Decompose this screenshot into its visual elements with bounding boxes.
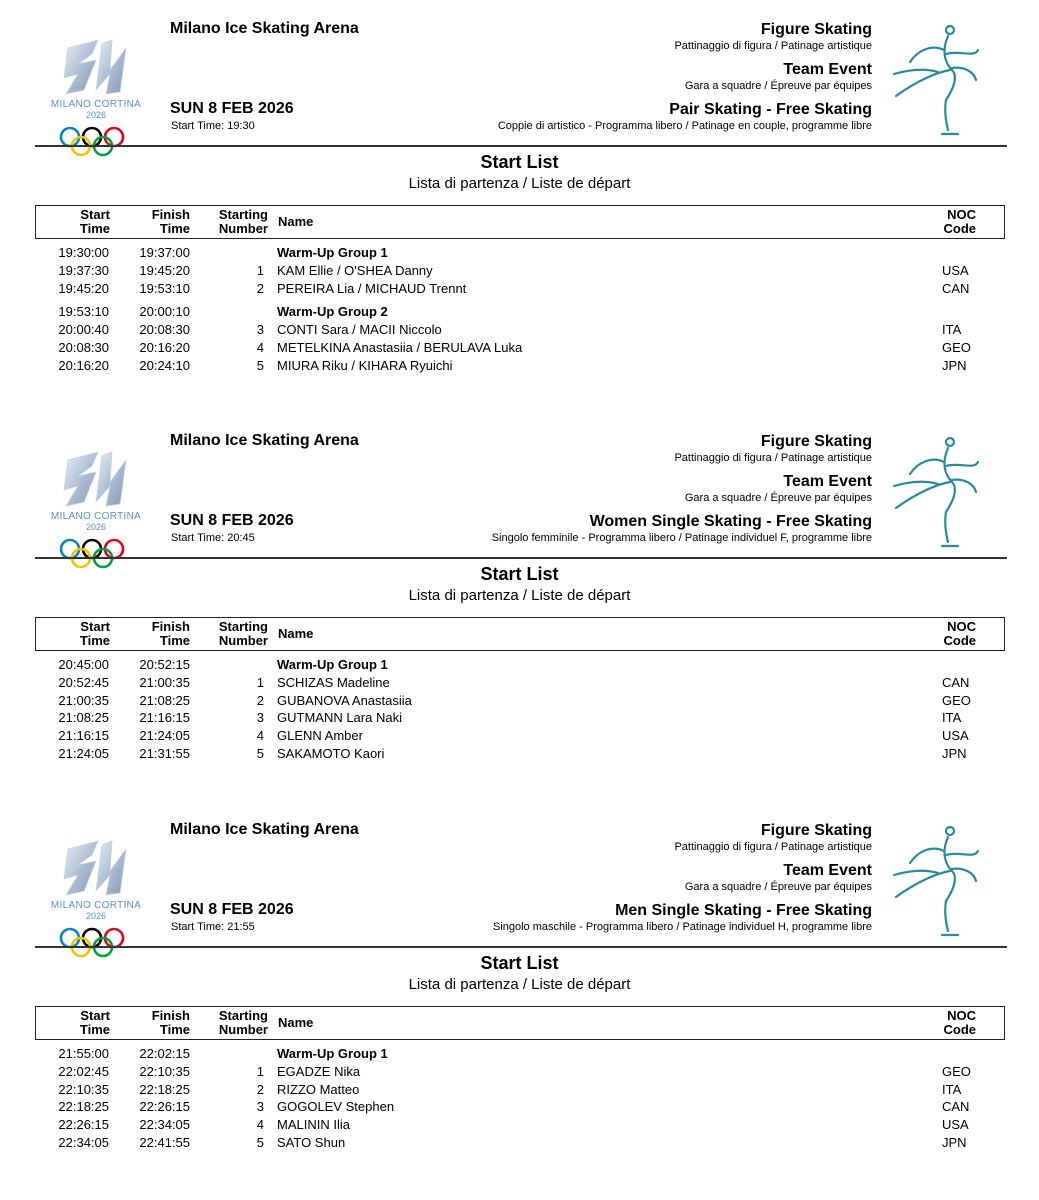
noc-code-cell: USA [942,262,969,278]
noc-code-cell: USA [942,728,969,744]
col-noc-code: NOC Code [943,619,976,648]
start-list-subtitle: Lista di partenza / Liste de départ [408,175,631,192]
olympic-rings-icon [61,128,123,155]
event-date: SUN 8 FEB 2026 [170,100,294,117]
event-subtitle: Gara a squadre / Épreuve par équipes [684,881,872,893]
olympic-rings-icon [61,929,123,956]
name-cell: GOGOLEV Stephen [277,1099,395,1115]
noc-code-cell: ITA [942,710,962,726]
start-time-cell: 19:30:00 [58,245,109,260]
col-start-time: Start Time [79,1008,110,1037]
table-row [0,1064,1039,1082]
start-time-cell: 19:45:20 [58,280,109,296]
name-cell: MALININ Ilia [277,1117,350,1133]
col-finish-time: Finish Time [151,1008,190,1037]
finish-time-cell: 21:16:15 [139,710,190,726]
table-row [0,728,1039,746]
table-row [0,263,1039,281]
noc-code-cell: GEO [942,339,971,355]
logo-wordmark: MILANO CORTINA [50,511,142,522]
name-cell: RIZZO Matteo [277,1081,360,1097]
starting-number-cell: 2 [256,692,264,708]
noc-code-cell: CAN [942,674,970,690]
venue-name: Milano Ice Skating Arena [170,432,359,449]
starting-number-cell: 3 [256,710,264,726]
event-description [498,20,872,140]
figure-skater-pictogram-icon [888,422,983,552]
segment-title: Men Single Skating - Free Skating [615,902,872,919]
logo-year: 2026 [85,522,107,532]
finish-time-cell: 20:52:15 [139,657,190,672]
table-row [0,1099,1039,1117]
venue-name: Milano Ice Skating Arena [170,821,359,838]
name-cell: PEREIRA Lia / MICHAUD Trennt [277,280,467,296]
name-cell: Warm-Up Group 1 [277,245,388,260]
name-cell: Warm-Up Group 1 [277,657,388,672]
starting-number-cell: 1 [256,1063,264,1079]
col-start-time: Start Time [79,207,110,236]
event-description [492,432,872,552]
finish-time-cell: 22:34:05 [139,1117,190,1133]
table-row [0,358,1039,376]
finish-time-cell: 21:00:35 [139,674,190,690]
starting-number-cell: 3 [256,322,264,338]
noc-code-cell: CAN [942,280,970,296]
segment-subtitle: Singolo femminile - Programma libero / Patinage individuel F, programme libre [491,532,872,544]
event-date: SUN 8 FEB 2026 [170,901,294,918]
warm-up-group-row [0,245,1039,263]
name-cell: GUTMANN Lara Naki [277,710,402,726]
name-cell: EGADZE Nika [277,1063,361,1079]
warm-up-group-row [0,657,1039,675]
finish-time-cell: 21:24:05 [139,728,190,744]
name-cell: METELKINA Anastasiia / BERULAVA Luka [277,339,523,355]
milano-cortina-2026-logo [40,831,158,959]
discipline-subtitle: Pattinaggio di figura / Patinage artistique [674,841,872,853]
venue-name: Milano Ice Skating Arena [170,20,359,37]
finish-time-cell: 20:00:10 [139,304,190,320]
header-divider [35,946,1007,948]
warm-up-group-row [0,304,1039,322]
start-time-cell: 21:00:35 [58,692,109,708]
event-description [493,821,872,941]
name-cell: Warm-Up Group 1 [277,1046,388,1061]
start-time-cell: 20:00:40 [58,322,109,338]
start-time-cell: 20:16:20 [58,357,109,373]
table-row [0,340,1039,358]
event-subtitle: Gara a squadre / Épreuve par équipes [684,80,872,92]
col-finish-time: Finish Time [151,207,190,236]
start-time-cell: 22:34:05 [58,1134,109,1150]
name-cell: GLENN Amber [277,728,363,744]
name-cell: CONTI Sara / MACII Niccolo [277,322,442,338]
start-list-title: Start List [480,953,559,973]
starting-number-cell: 1 [256,674,264,690]
segment-subtitle: Coppie di artistico - Programma libero / Patinage en couple, programme libre [497,120,872,132]
finish-time-cell: 21:31:55 [139,745,190,761]
figure-skater-pictogram-icon [888,10,983,140]
finish-time-cell: 22:02:15 [139,1046,190,1061]
logo-year: 2026 [85,110,107,120]
start-time-cell: 19:37:30 [58,262,109,278]
table-row [0,1117,1039,1135]
session-start-time: Start Time: 20:45 [171,532,255,544]
event-title: Team Event [783,61,872,78]
starting-number-cell: 1 [256,262,264,278]
logo-year: 2026 [85,911,107,921]
finish-time-cell: 19:37:00 [139,245,190,260]
col-name: Name [278,626,314,641]
session-start-time: Start Time: 21:55 [171,921,255,933]
col-name: Name [278,1015,314,1030]
noc-code-cell: GEO [942,1063,971,1079]
start-list-subtitle: Lista di partenza / Liste de départ [408,976,631,993]
start-list-table [0,657,1039,764]
noc-code-cell: GEO [942,692,971,708]
event-title: Team Event [783,862,872,879]
event-subtitle: Gara a squadre / Épreuve par équipes [684,492,872,504]
start-time-cell: 22:02:45 [58,1063,109,1079]
starting-number-cell: 5 [256,357,264,373]
col-start-time: Start Time [79,619,110,648]
segment-title: Women Single Skating - Free Skating [589,513,872,530]
table-row [0,322,1039,340]
segment-title: Pair Skating - Free Skating [669,101,872,118]
table-row [0,1082,1039,1100]
name-cell: SCHIZAS Madeline [277,674,390,690]
noc-code-cell: CAN [942,1099,970,1115]
start-time-cell: 21:08:25 [58,710,109,726]
discipline-title: Figure Skating [760,433,872,450]
table-row [0,675,1039,693]
header-divider [35,145,1007,147]
finish-time-cell: 22:10:35 [139,1063,190,1079]
milano-cortina-2026-logo [40,442,158,570]
name-cell: SAKAMOTO Kaori [277,745,385,761]
discipline-title: Figure Skating [760,822,872,839]
name-cell: GUBANOVA Anastasiia [277,692,412,708]
table-row [0,710,1039,728]
table-header [35,617,1005,651]
event-date: SUN 8 FEB 2026 [170,512,294,529]
table-row [0,693,1039,711]
warm-up-group-row [0,1046,1039,1064]
name-cell: KAM Ellie / O'SHEA Danny [277,262,433,278]
name-cell: Warm-Up Group 2 [277,304,388,320]
start-time-cell: 22:26:15 [58,1117,109,1133]
start-list-subtitle: Lista di partenza / Liste de départ [408,587,631,604]
name-cell: SATO Shun [277,1134,346,1150]
table-row [0,1135,1039,1153]
table-row [0,746,1039,764]
discipline-title: Figure Skating [760,21,872,38]
starting-number-cell: 4 [256,1117,264,1133]
start-time-cell: 21:16:15 [58,728,109,744]
table-header [35,1006,1005,1040]
col-starting-number: Starting Number [218,619,268,648]
start-list-title: Start List [480,152,559,172]
starting-number-cell: 2 [256,1081,264,1097]
olympic-rings-icon [61,540,123,567]
table-header [35,205,1005,239]
segment-subtitle: Singolo maschile - Programma libero / Patinage individuel H, programme libre [492,921,872,933]
figure-skater-pictogram-icon [888,811,983,941]
start-list-title: Start List [480,564,559,584]
event-title: Team Event [783,473,872,490]
start-time-cell: 20:52:45 [58,674,109,690]
noc-code-cell: JPN [942,745,967,761]
discipline-subtitle: Pattinaggio di figura / Patinage artistique [674,40,872,52]
finish-time-cell: 20:24:10 [139,357,190,373]
start-time-cell: 19:53:10 [58,304,109,320]
session-start-time: Start Time: 19:30 [171,120,255,132]
col-noc-code: NOC Code [943,1008,976,1037]
logo-wordmark: MILANO CORTINA [50,99,142,110]
starting-number-cell: 4 [256,339,264,355]
start-list-table [0,245,1039,376]
finish-time-cell: 22:41:55 [139,1134,190,1150]
col-name: Name [278,214,314,229]
col-finish-time: Finish Time [151,619,190,648]
table-row [0,281,1039,299]
discipline-subtitle: Pattinaggio di figura / Patinage artistique [674,452,872,464]
start-time-cell: 20:08:30 [58,339,109,355]
name-cell: MIURA Riku / KIHARA Ryuichi [277,357,453,373]
starting-number-cell: 5 [256,1134,264,1150]
finish-time-cell: 19:45:20 [139,262,190,278]
noc-code-cell: JPN [942,1134,967,1150]
col-noc-code: NOC Code [943,207,976,236]
finish-time-cell: 22:26:15 [139,1099,190,1115]
start-time-cell: 21:55:00 [58,1046,109,1061]
finish-time-cell: 20:16:20 [139,339,190,355]
finish-time-cell: 22:18:25 [139,1081,190,1097]
start-time-cell: 20:45:00 [58,657,109,672]
start-time-cell: 21:24:05 [58,745,109,761]
noc-code-cell: ITA [942,1081,962,1097]
starting-number-cell: 5 [256,745,264,761]
milano-cortina-2026-logo [40,30,158,158]
start-list-table [0,1046,1039,1153]
start-time-cell: 22:10:35 [58,1081,109,1097]
noc-code-cell: USA [942,1117,969,1133]
logo-wordmark: MILANO CORTINA [50,900,142,911]
noc-code-cell: ITA [942,322,962,338]
noc-code-cell: JPN [942,357,967,373]
finish-time-cell: 19:53:10 [139,280,190,296]
starting-number-cell: 4 [256,728,264,744]
col-starting-number: Starting Number [218,207,268,236]
start-time-cell: 22:18:25 [58,1099,109,1115]
finish-time-cell: 20:08:30 [139,322,190,338]
starting-number-cell: 3 [256,1099,264,1115]
finish-time-cell: 21:08:25 [139,692,190,708]
col-starting-number: Starting Number [218,1008,268,1037]
header-divider [35,557,1007,559]
starting-number-cell: 2 [256,280,264,296]
